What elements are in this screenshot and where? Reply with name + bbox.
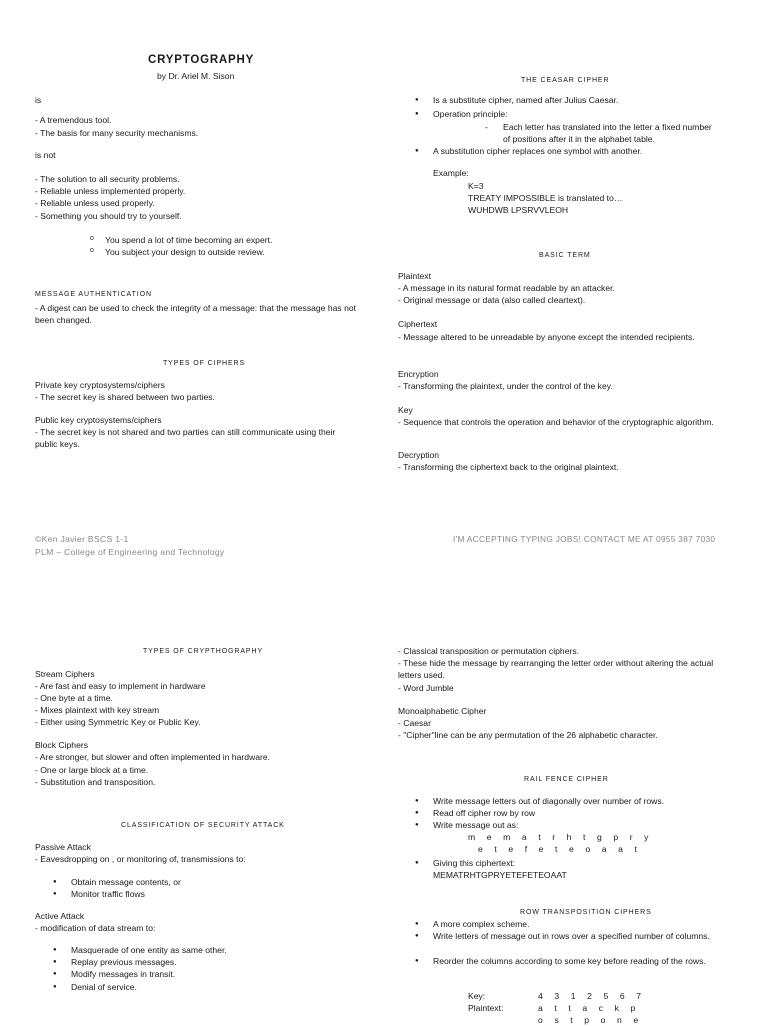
key-text: - Sequence that controls the operation and behavior of the cryptographic algorithm. [398,417,714,427]
active-bullet: ● Masquerade of one entity as same other. [71,944,227,956]
isnot-item: - Reliable unless implemented properly. [35,186,186,196]
types-of-cryptography-heading: TYPES OF CRYPTHOGRAPHY [143,648,264,655]
stream-item: - Are fast and easy to implement in hardware [35,681,206,691]
caesar-bullet: ● Is a substitute cipher, named after Julius Caesar. [433,94,618,106]
rail-bullet: ● Write message letters out of diagonally over number of rows. [433,795,664,807]
footer-school: PLM – College of Engineering and Technology [35,547,225,557]
monoalphabetic-item: - Caesar [398,718,431,728]
plaintext-row-1: a t t a c k p [538,1003,640,1013]
private-key-text: - The secret key is shared between two parties. [35,392,215,402]
encryption-text: - Transforming the plaintext, under the control of the key. [398,381,613,391]
stream-item: - Mixes plaintext with key stream [35,705,160,715]
public-key-label: Public key cryptosystems/ciphers [35,415,162,425]
types-of-ciphers-heading: TYPES OF CIPHERS [163,360,246,367]
active-bullet: ● Replay previous messages. [71,956,177,968]
decryption-label: Decryption [398,450,440,460]
stream-item: - One byte at a time. [35,693,113,703]
row-bullet: ● Reorder the columns according to some key before reading of the rows. [433,955,728,967]
passive-attack-label: Passive Attack [35,842,91,852]
monoalphabetic-label: Monoalphabetic Cipher [398,706,487,716]
transposition-item: - Word Jumble [398,683,454,693]
isnot-label: is not [35,150,56,160]
block-item: - Are stronger, but slower and often implemented in hardware. [35,752,271,762]
security-attack-heading: CLASSIFICATION OF SECURITY ATTACK [121,822,285,829]
message-authentication-heading: MESSAGE AUTHENTICATION [35,291,152,298]
footer-author: ©Ken Javier BSCS 1-1 [35,534,129,544]
footer-contact: I'M ACCEPTING TYPING JOBS! CONTACT ME AT 0955 387 7030 [453,534,716,544]
active-attack-label: Active Attack [35,911,85,921]
stream-ciphers-label: Stream Ciphers [35,669,95,679]
active-attack-text: - modification of data stream to: [35,923,156,933]
row-bullet: ● Write letters of message out in rows over a specified number of columns. [433,930,723,942]
passive-bullet: ● Obtain message contents, or [71,876,181,888]
block-ciphers-label: Block Ciphers [35,740,89,750]
passive-bullet: ● Monitor traffic flows [71,888,145,900]
is-item: - The basis for many security mechanisms. [35,128,199,138]
plaintext-row-label: Plaintext: [468,1003,504,1013]
isnot-item: - The solution to all security problems. [35,174,180,184]
example-ciphertext: WUHDWB LPSRVVLEOH [468,205,569,215]
example-text: TREATY IMPOSSIBLE is translated to… [468,193,623,203]
monoalphabetic-item: - "Cipher"line can be any permutation of the 26 alphabetic character. [398,730,658,740]
author-line: by Dr. Ariel M. Sison [157,71,235,81]
active-bullet: ● Denial of service. [71,981,137,993]
rail-fence-heading: RAIL FENCE CIPHER [524,776,609,783]
plaintext-item: - Original message or data (also called cleartext). [398,295,586,305]
rail-bullet: ● Write message out as: [433,819,518,831]
is-label: is [35,95,42,105]
caesar-bullet: ● Operation principle: [433,108,508,120]
isnot-item: - Reliable unless used properly. [35,198,155,208]
document-title: CRYPTOGRAPHY [148,54,255,66]
isnot-item: - Something you should try to yourself. [35,211,182,221]
stream-item: - Either using Symmetric Key or Public Key. [35,717,201,727]
basic-term-heading: BASIC TERM [539,252,591,259]
rail-row-1: m e m a t r h t g p r y [468,832,654,842]
private-key-label: Private key cryptosystems/ciphers [35,380,165,390]
block-item: - One or large block at a time. [35,765,149,775]
active-bullet: ● Modify messages in transit. [71,968,175,980]
ciphertext-text: - Message altered to be unreadable by anyone except the intended recipients. [398,332,695,342]
is-item: - A tremendous tool. [35,115,112,125]
isnot-subitem: o You subject your design to outside review. [105,246,265,258]
rail-bullet: ● Giving this ciphertext: [433,857,515,869]
block-item: - Substitution and transposition. [35,777,156,787]
plaintext-item: - A message in its natural format readable by an attacker. [398,283,615,293]
isnot-subitem: o You spend a lot of time becoming an expert. [105,234,272,246]
row-transposition-heading: ROW TRANSPOSITION CIPHERS [520,909,652,916]
message-authentication-text: - A digest can be used to check the integrity of a message: that the message has not been changed. [35,303,357,325]
key-row-label: Key: [468,991,486,1001]
caesar-cipher-heading: THE CEASAR CIPHER [521,77,610,84]
rail-bullet: ● Read off cipher row by row [433,807,535,819]
transposition-item: - These hide the message by rearranging the letter order without altering the actual letters used. [398,658,714,680]
transposition-item: - Classical transposition or permutation ciphers. [398,646,580,656]
plaintext-label: Plaintext [398,271,431,281]
encryption-label: Encryption [398,369,439,379]
public-key-text: - The secret key is not shared and two parties can still communicate using their public keys. [35,427,336,449]
caesar-bullet: ● A substitution cipher replaces one symbol with another. [433,145,642,157]
example-k: K=3 [468,181,484,191]
caesar-subitem: - Each letter has translated into the letter a fixed number of positions after it in the alphabet table. [503,121,718,145]
passive-attack-text: - Eavesdropping on , or monitoring of, transmissions to: [35,854,246,864]
key-row-value: 4 3 1 2 5 6 7 [538,991,646,1001]
decryption-text: - Transforming the ciphertext back to the original plaintext. [398,462,619,472]
rail-row-2: e t e f e t e o a a t [478,844,642,854]
rail-ciphertext: MEMATRHTGPRYETEFETEOAAT [433,870,567,880]
row-bullet: ● A more complex scheme. [433,918,529,930]
plaintext-row-2: o s t p o n e [538,1015,643,1025]
example-label: Example: [433,168,469,178]
key-label: Key [398,405,413,415]
ciphertext-label: Ciphertext [398,319,438,329]
